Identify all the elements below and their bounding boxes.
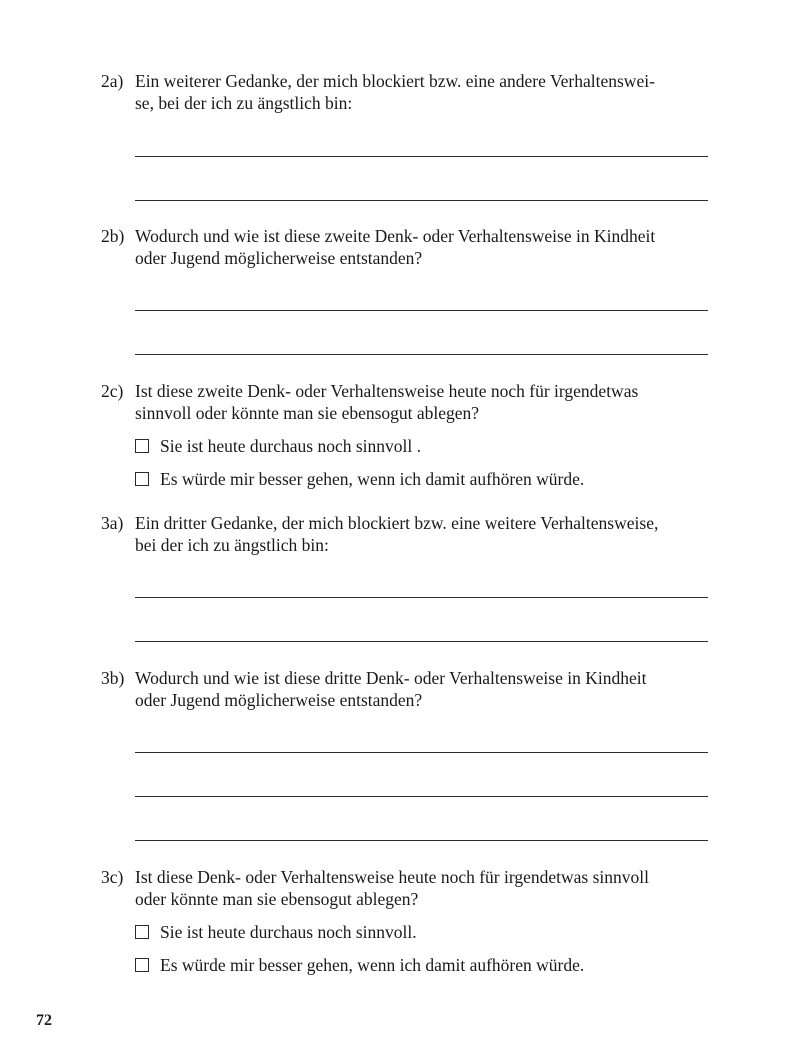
question-label-2b: 2b) (101, 226, 125, 246)
option-3c-sinnvoll[interactable] (135, 921, 417, 943)
question-text-3b (135, 667, 710, 711)
question-text-line: Ein dritter Gedanke, der mich blockiert bzw. eine weitere Verhaltensweise, (135, 513, 659, 533)
answer-line-2b-2[interactable] (135, 354, 708, 355)
page-number: 72 (36, 1012, 52, 1029)
checkbox[interactable] (135, 439, 149, 453)
question-text-line: sinnvoll oder könnte man sie ebensogut ablegen? (135, 403, 480, 423)
question-label-3c: 3c) (101, 867, 124, 887)
answer-line-3b-2[interactable] (135, 796, 708, 797)
answer-line-3b-1[interactable] (135, 752, 708, 753)
checkbox[interactable] (135, 925, 149, 939)
option-2c-aufhoeren[interactable] (135, 468, 584, 490)
question-text-2b (135, 225, 710, 269)
question-label-3a: 3a) (101, 513, 124, 533)
answer-line-2a-2[interactable] (135, 200, 708, 201)
checkbox[interactable] (135, 472, 149, 486)
question-text-line: Ist diese zweite Denk- oder Verhaltensweise heute noch für irgendetwas (135, 381, 639, 401)
question-text-3c (135, 866, 710, 910)
option-3c-aufhoeren[interactable] (135, 954, 584, 976)
question-text-line: Wodurch und wie ist diese dritte Denk- oder Verhaltensweise in Kindheit (135, 668, 647, 688)
option-2c-sinnvoll[interactable] (135, 435, 421, 457)
question-text-2a (135, 70, 710, 114)
question-label-2a: 2a) (101, 71, 124, 91)
checkbox[interactable] (135, 958, 149, 972)
answer-line-2a-1[interactable] (135, 156, 708, 157)
option-label: Sie ist heute durchaus noch sinnvoll. (160, 922, 417, 942)
option-label: Es würde mir besser gehen, wenn ich damit aufhören würde. (160, 955, 585, 975)
question-text-3a (135, 512, 710, 556)
question-text-line: Ist diese Denk- oder Verhaltensweise heute noch für irgendetwas sinnvoll (135, 867, 650, 887)
answer-line-3a-1[interactable] (135, 597, 708, 598)
question-text-line: oder Jugend möglicherweise entstanden? (135, 248, 423, 268)
answer-line-2b-1[interactable] (135, 310, 708, 311)
question-text-line: oder könnte man sie ebensogut ablegen? (135, 889, 419, 909)
question-text-line: se, bei der ich zu ängstlich bin: (135, 93, 353, 113)
answer-line-3b-3[interactable] (135, 840, 708, 841)
question-label-2c: 2c) (101, 381, 124, 401)
question-text-line: Wodurch und wie ist diese zweite Denk- oder Verhaltensweise in Kindheit (135, 226, 656, 246)
option-label: Sie ist heute durchaus noch sinnvoll . (160, 436, 422, 456)
question-text-2c (135, 380, 710, 424)
question-label-3b: 3b) (101, 668, 125, 688)
answer-line-3a-2[interactable] (135, 641, 708, 642)
question-text-line: Ein weiterer Gedanke, der mich blockiert bzw. eine andere Verhaltenswei- (135, 71, 655, 91)
option-label: Es würde mir besser gehen, wenn ich damit aufhören würde. (160, 469, 585, 489)
question-text-line: oder Jugend möglicherweise entstanden? (135, 690, 423, 710)
question-text-line: bei der ich zu ängstlich bin: (135, 535, 329, 555)
